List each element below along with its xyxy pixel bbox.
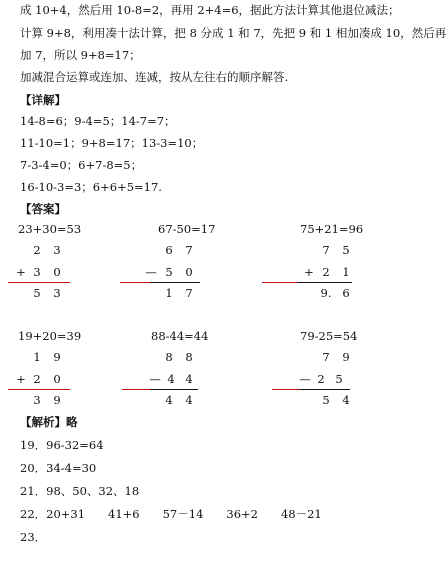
- p3-top-tens: 7: [322, 243, 330, 257]
- p5-bottom-tens: 4: [167, 372, 175, 386]
- p3-bottom-tens: 2: [322, 265, 330, 279]
- p1-top-ones: 3: [53, 243, 61, 257]
- p3-operator: +: [304, 265, 314, 279]
- analysis-heading: 【解析】略: [20, 415, 78, 429]
- p6-bottom-tens: 2: [317, 372, 325, 386]
- analysis-item-23: 23．: [20, 530, 47, 544]
- p2-bottom-ones: 0: [185, 265, 193, 279]
- p2-sum-bar: [150, 282, 200, 283]
- p1-bottom-tens: 3: [33, 265, 41, 279]
- p5-top-tens: 8: [165, 350, 173, 364]
- analysis-item-19: 19．96-32=64: [20, 438, 104, 452]
- p1-top-tens: 2: [33, 243, 41, 257]
- p1-bottom-ones: 0: [53, 265, 61, 279]
- p4-bottom-tens: 2: [33, 372, 41, 386]
- answer-heading: 【答案】: [20, 202, 66, 216]
- details-row-2: 11-10=1；9+8=17；13-3=10；: [20, 136, 204, 150]
- p6-operator: —: [299, 372, 311, 386]
- p4-operator: +: [16, 372, 26, 386]
- equation-6: 79-25=54: [300, 329, 358, 343]
- p6-result-tens: 5: [322, 393, 330, 407]
- equation-2: 67-50=17: [158, 222, 216, 236]
- p6-bottom-ones: 5: [335, 372, 343, 386]
- equation-4: 19+20=39: [18, 329, 82, 343]
- p6-result-ones: 4: [342, 393, 350, 407]
- p6-top-tens: 7: [322, 350, 330, 364]
- p2-operator: —: [145, 265, 157, 279]
- p5-operator: —: [149, 372, 161, 386]
- analysis-item-22: 22．20+31 41+6 57－14 36+2 48－21: [20, 507, 322, 521]
- p6-sum-bar: [300, 389, 350, 390]
- p5-result-tens: 4: [165, 393, 173, 407]
- p5-result-ones: 4: [185, 393, 193, 407]
- p5-sum-bar: [150, 389, 198, 390]
- equation-5: 88-44=44: [151, 329, 209, 343]
- analysis-item-21: 21．98、50、32、18: [20, 484, 140, 498]
- p6-top-ones: 9: [342, 350, 350, 364]
- p2-result-ones: 7: [185, 286, 193, 300]
- p3-bottom-ones: 1: [342, 265, 350, 279]
- intro-line-2: 计算 9+8，利用凑十法计算，把 8 分成 1 和 7，先把 9 和 1 相加凑成 10，然后再: [20, 26, 446, 40]
- p4-result-tens: 3: [33, 393, 41, 407]
- details-row-1: 14-8=6；9-4=5；14-7=7；: [20, 114, 176, 128]
- p5-bottom-ones: 4: [185, 372, 193, 386]
- p4-bottom-ones: 0: [53, 372, 61, 386]
- details-row-4: 16-10-3=3；6+6+5=17.: [20, 180, 162, 194]
- p1-rule: [8, 282, 70, 283]
- p2-result-tens: 1: [165, 286, 173, 300]
- p1-result-ones: 3: [53, 286, 61, 300]
- p3-result-tens: 9.: [320, 286, 332, 300]
- details-row-3: 7-3-4=0；6+7-8=5；: [20, 158, 143, 172]
- equation-1: 23+30=53: [18, 222, 82, 236]
- intro-line-4: 加减混合运算或连加、连减，按从左往右的顺序解答.: [20, 70, 289, 84]
- p2-top-ones: 7: [185, 243, 193, 257]
- intro-line-1: 成 10+4，然后用 10-8=2，再用 2+4=6，据此方法计算其他退位减法；: [20, 3, 400, 17]
- details-heading: 【详解】: [20, 93, 66, 107]
- analysis-item-20: 20．34-4=30: [20, 461, 97, 475]
- intro-line-3: 加 7，所以 9+8=17；: [20, 48, 141, 62]
- p5-top-ones: 8: [185, 350, 193, 364]
- p2-top-tens: 6: [165, 243, 173, 257]
- p4-rule: [8, 389, 70, 390]
- p1-result-tens: 5: [33, 286, 41, 300]
- equation-3: 75+21=96: [300, 222, 364, 236]
- p4-top-tens: 1: [33, 350, 41, 364]
- p4-top-ones: 9: [53, 350, 61, 364]
- p3-result-ones: 6: [342, 286, 350, 300]
- p3-top-ones: 5: [342, 243, 350, 257]
- p2-bottom-tens: 5: [165, 265, 173, 279]
- p4-result-ones: 9: [53, 393, 61, 407]
- p1-operator: +: [16, 265, 26, 279]
- p3-sum-bar: [298, 282, 352, 283]
